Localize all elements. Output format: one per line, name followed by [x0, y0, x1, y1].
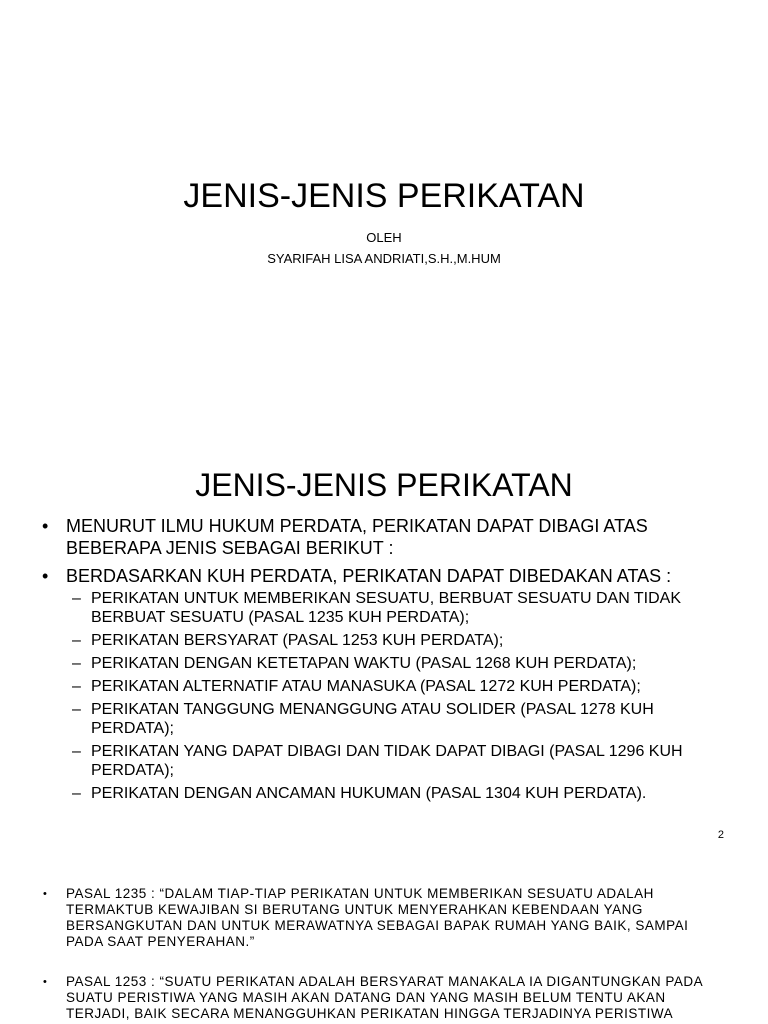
sub-item-text: PERIKATAN ALTERNATIF ATAU MANASUKA (PASAL 1272 KUH PERDATA);	[91, 678, 641, 695]
bullet-text: MENURUT ILMU HUKUM PERDATA, PERIKATAN DAPAT DIBAGI ATAS BEBERAPA JENIS SEBAGAI BERIKUT :	[66, 516, 648, 558]
bullet-icon: •	[43, 976, 48, 988]
bullet-item	[40, 515, 740, 559]
sub-item	[66, 700, 740, 738]
dash-icon: –	[72, 785, 81, 802]
author-name: SYARIFAH LISA ANDRIATI,S.H.,M.HUM	[267, 251, 501, 266]
bullet-list	[40, 515, 740, 809]
slide-2-title: JENIS-JENIS PERIKATAN	[195, 467, 573, 503]
dash-icon: –	[72, 743, 81, 760]
bullet-icon: •	[42, 566, 49, 586]
sub-item	[66, 742, 740, 780]
dash-icon: –	[72, 701, 81, 718]
dash-icon: –	[72, 678, 81, 695]
sub-item	[66, 677, 740, 696]
dash-icon: –	[72, 590, 81, 607]
sub-item-text: PERIKATAN BERSYARAT (PASAL 1253 KUH PERDATA);	[91, 632, 504, 649]
sub-item-text: PERIKATAN UNTUK MEMBERIKAN SESUATU, BERBUAT SESUATU DAN TIDAK BERBUAT SESUATU (PASAL 1235 KUH PERDATA);	[91, 590, 682, 626]
sub-item	[66, 784, 740, 803]
sub-item-text: PERIKATAN YANG DAPAT DIBAGI DAN TIDAK DAPAT DIBAGI (PASAL 1296 KUH PERDATA);	[91, 743, 683, 779]
sub-item	[66, 654, 740, 673]
sub-item-text: PERIKATAN TANGGUNG MENANGGUNG ATAU SOLIDER (PASAL 1278 KUH PERDATA);	[91, 701, 654, 737]
article-note	[40, 886, 726, 950]
sub-item-text: PERIKATAN DENGAN ANCAMAN HUKUMAN (PASAL 1304 KUH PERDATA).	[91, 785, 647, 802]
page-number: 2	[717, 829, 724, 841]
dash-icon: –	[72, 632, 81, 649]
bullet-item	[40, 565, 740, 803]
article-note-text: PASAL 1253 : “SUATU PERIKATAN ADALAH BERSYARAT MANAKALA IA DIGANTUNGKAN PADA SUATU PERISTIWA YANG MASIH AKAN DATANG DAN YANG MASIH BELUM TENTU AKAN TERJADI, BAIK SECARA MENANGGUHKAN PERIKATAN HINGGA TERJADINYA PERISTIWA	[66, 974, 703, 1021]
bullet-icon: •	[42, 516, 49, 536]
sub-item	[66, 631, 740, 650]
slide-1-title: JENIS-JENIS PERIKATAN	[183, 177, 585, 215]
article-note-text: PASAL 1235 : “DALAM TIAP-TIAP PERIKATAN UNTUK MEMBERIKAN SESUATU ADALAH TERMAKTUB KEWAJIBAN SI BERUTANG UNTUK MENYERAHKAN KEBENDAAN YANG BERSANGKUTAN DAN UNTUK MERAWATNYA SEBAGAI BAPAK RUMAH YANG BAIK, SAMPAI PADA SAAT PENYERAHAN.”	[66, 886, 689, 949]
article-notes-list	[40, 886, 726, 1024]
sub-list	[66, 589, 740, 803]
dash-icon: –	[72, 655, 81, 672]
bullet-icon: •	[43, 888, 48, 900]
byline-label: OLEH	[366, 230, 402, 245]
sub-item-text: PERIKATAN DENGAN KETETAPAN WAKTU (PASAL 1268 KUH PERDATA);	[91, 655, 637, 672]
bullet-text: BERDASARKAN KUH PERDATA, PERIKATAN DAPAT DIBEDAKAN ATAS :	[66, 566, 672, 586]
article-note	[40, 974, 726, 1022]
sub-item	[66, 589, 740, 627]
